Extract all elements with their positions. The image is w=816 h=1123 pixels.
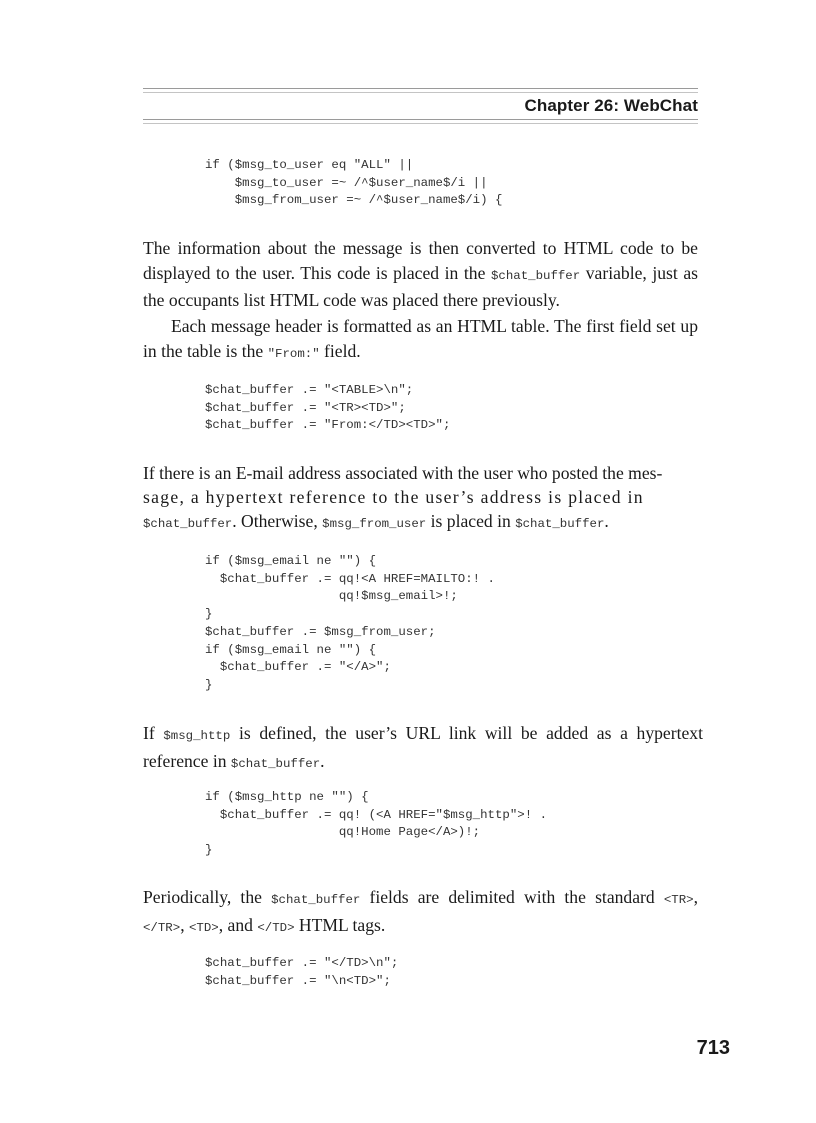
code-block-condition: [205, 157, 502, 210]
inline-code: </TR>: [143, 920, 181, 935]
code-line: }: [205, 677, 213, 692]
header-rule-bottom: [143, 119, 698, 124]
code-line: }: [205, 843, 213, 858]
code-line: $chat_buffer .= qq! (<A HREF="$msg_http">! .: [205, 807, 548, 822]
inline-code: <TD>: [188, 920, 219, 935]
inline-code: $msg_from_user: [322, 517, 427, 531]
code-block-home-page: [205, 789, 547, 860]
inline-code: "From:": [267, 346, 320, 361]
code-line: $msg_from_user =~ /^$user_name$/i) {: [205, 193, 503, 208]
paragraph-html-conversion: The information about the message is then converted to HTML code to be displayed to the user. This code is placed in the $chat_buffer variable, just as the occupants list HTML code was placed there previously.: [143, 238, 698, 310]
code-line: if ($msg_email ne "") {: [205, 554, 377, 568]
code-line: $chat_buffer .= $msg_from_user;: [205, 624, 436, 639]
inline-code: $chat_buffer: [143, 517, 233, 531]
inline-code: $chat_buffer: [490, 268, 581, 283]
code-line: $chat_buffer .= "<TR><TD>";: [205, 400, 406, 415]
inline-code: <TR>: [663, 893, 694, 907]
inline-code: $msg_http: [163, 729, 231, 743]
inline-code: $chat_buffer: [230, 756, 321, 771]
running-head: Chapter 26: WebChat: [524, 96, 698, 115]
page-number: 713: [696, 1037, 730, 1059]
code-line: $chat_buffer .= qq!<A HREF=MAILTO:! .: [205, 571, 495, 586]
code-line: if ($msg_email ne "") {: [205, 642, 377, 657]
code-line: $chat_buffer .= "\n<TD>";: [205, 973, 391, 988]
code-line: $msg_to_user =~ /^$user_name$/i ||: [205, 175, 488, 190]
header-rule-top: [143, 88, 698, 93]
code-line: if ($msg_to_user eq "ALL" ||: [205, 158, 414, 172]
code-line: $chat_buffer .= "From:</TD><TD>";: [205, 418, 451, 433]
code-block-table-start: [205, 382, 450, 435]
code-block-cell-delimiters: [205, 955, 398, 990]
code-line: }: [205, 607, 213, 622]
paragraph-url-link: If $msg_http is defined, the user’s URL link will be added as a hypertext reference in $chat_buffer.: [143, 723, 703, 771]
paragraph-delimiters: Periodically, the $chat_buffer fields are delimited with the standard <TR>, </TR>, <TD>, and </TD> HTML tags.: [143, 887, 698, 935]
code-line: $chat_buffer .= "</A>";: [205, 660, 391, 675]
code-line: qq!$msg_email>!;: [205, 589, 458, 604]
code-line: $chat_buffer .= "<TABLE>\n";: [205, 383, 414, 397]
paragraph-message-header: Each message header is formatted as an HTML table. The first field set up in the table is the "From:" field.: [143, 316, 698, 361]
inline-code: $chat_buffer: [271, 893, 361, 907]
inline-code: $chat_buffer: [515, 517, 605, 531]
inline-code: </TD>: [257, 920, 295, 935]
code-line: qq!Home Page</A>)!;: [205, 825, 481, 840]
code-line: if ($msg_http ne "") {: [205, 790, 369, 804]
code-line: $chat_buffer .= "</TD>\n";: [205, 956, 399, 970]
code-block-email-link: [205, 553, 495, 695]
